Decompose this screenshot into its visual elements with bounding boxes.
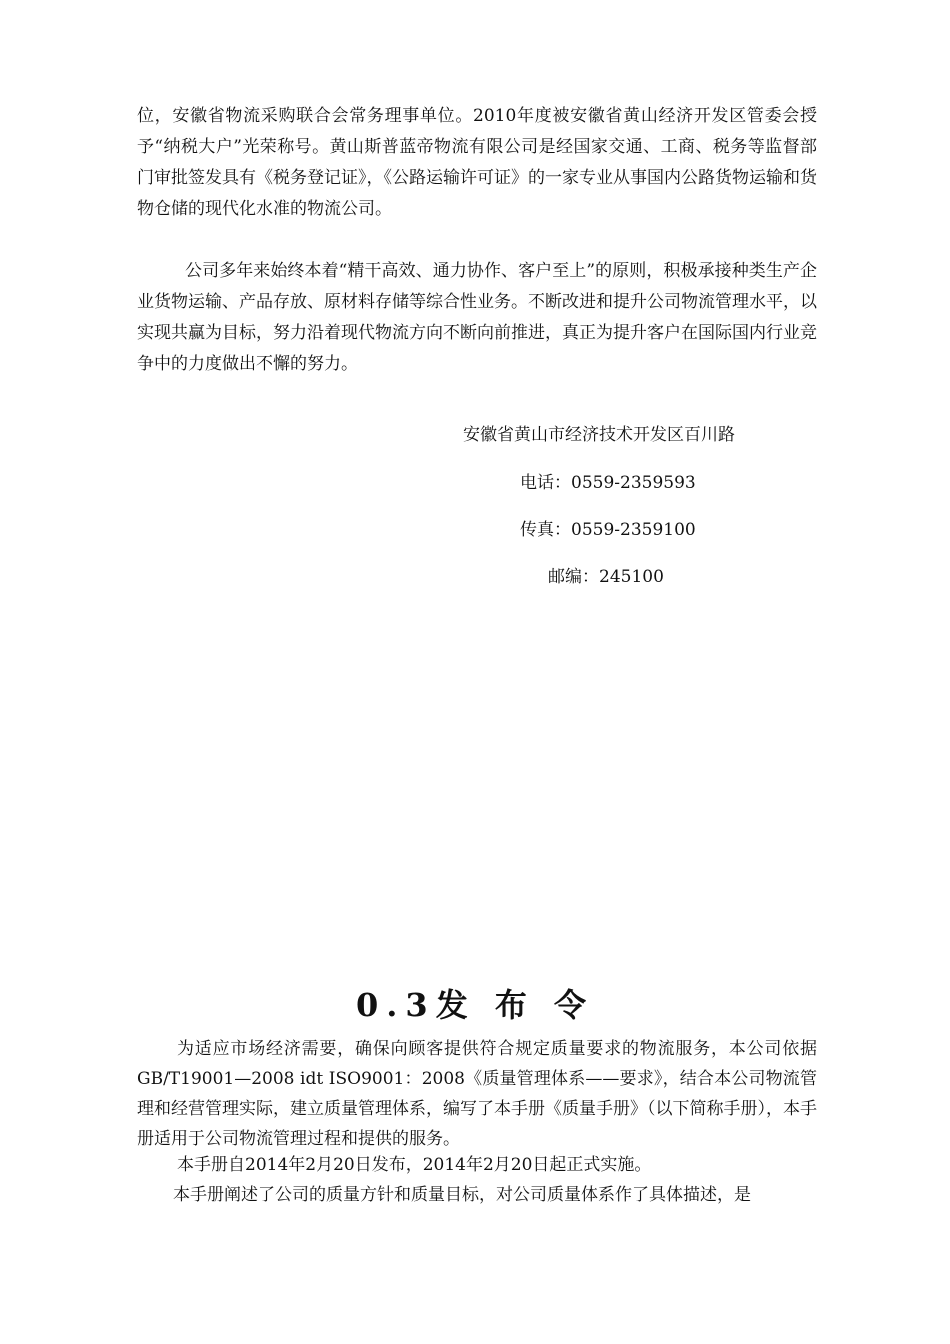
company-intro-paragraph-1: 位，安徽省物流采购联合会常务理事单位。2010年度被安徽省黄山经济开发区管委会授予“纳税大户”光荣称号。黄山斯普蓝帝物流有限公司是经国家交通、工商、税务等监督部门审批签发具有《税务登记证》，《公路运输许可证》的一家专业从事国内公路货物运输和货物仓储的现代化水准的物流公司。 xyxy=(137,106,817,219)
release-order-paragraph-2: 本手册自2014年2月20日发布，2014年2月20日起正式实施。 xyxy=(177,1155,652,1175)
company-phone: 电话：0559-2359593 xyxy=(520,473,696,493)
company-intro-paragraph-2: 公司多年来始终本着“精干高效、通力协作、客户至上”的原则，积极承接种类生产企业货物运输、产品存放、原材料存储等综合性业务。不断改进和提升公司物流管理水平，以实现共赢为目标，努力沿着现代物流方向不断向前推进，真正为提升客户在国际国内行业竞争中的力度做出不懈的努力。 xyxy=(137,261,817,374)
section-title: 0.3发 布 令 xyxy=(356,986,594,1024)
company-postcode: 邮编：245100 xyxy=(548,567,664,587)
release-order-paragraph-3: 本手册阐述了公司的质量方针和质量目标，对公司质量体系作了具体描述，是 xyxy=(173,1185,751,1205)
company-fax: 传真：0559-2359100 xyxy=(520,520,696,540)
release-order-paragraph-1: 为适应市场经济需要，确保向顾客提供符合规定质量要求的物流服务，本公司依据GB/T19001—2008 idt ISO9001：2008《质量管理体系——要求》，结合本公司物流管理和经营管理实际，建立质量管理体系，编写了本手册《质量手册》（以下简称手册），本手册适用于公司物流管理过程和提供的服务。 xyxy=(137,1039,817,1149)
company-address: 安徽省黄山市经济技术开发区百川路 xyxy=(463,425,735,445)
